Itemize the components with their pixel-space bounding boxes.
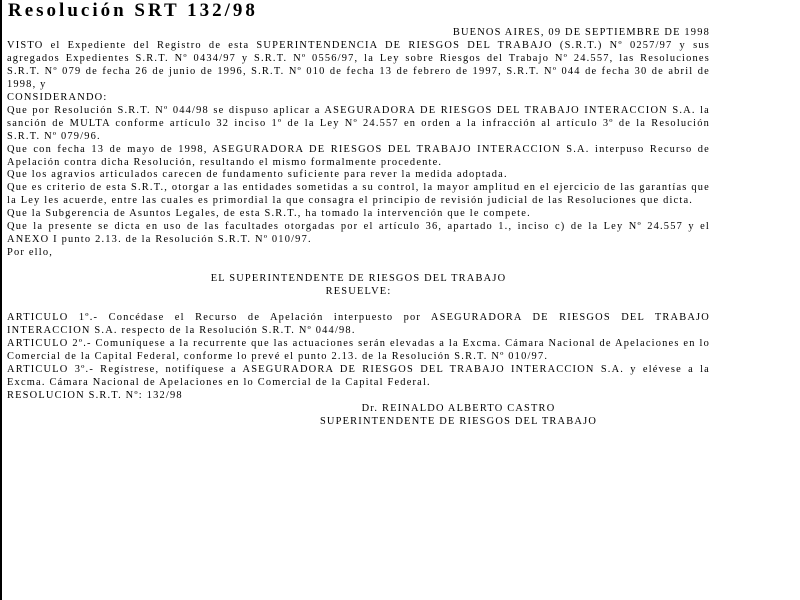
spacer [7,260,710,273]
articulo-paragraph: ARTICULO 1º.- Concédase el Recurso de Apelación interpuesto por ASEGURADORA DE RIESGOS DEL TRABAJO INTERACCION S.A. respecto de la Resolución S.R.T. Nº 044/98. [7,311,710,336]
articulo-paragraph: ARTICULO 3º.- Regístrese, notifíquese a ASEGURADORA DE RIESGOS DEL TRABAJO INTERACCION S.A. y elévese a la Excma. Cámara Nacional de Apelaciones en lo Comercial de la Capital Federal. [7,363,710,388]
visto-paragraph: VISTO el Expediente del Registro de esta SUPERINTENDENCIA DE RIESGOS DEL TRABAJO (S.R.T.) Nº 0257/97 y sus agregados Expedientes S.R.T. Nº 0434/97 y S.R.T. Nº 0556/97, la Ley sobre Riesgos del Trabajo Nº 24.557, las Resoluciones S.R.T. Nº 079 de fecha 26 de junio de 1996, S.R.T. Nº 010 de fecha 13 de febrero de 1997, S.R.T. Nº 044 de fecha 30 de abril de 1998, y [7,39,710,90]
signature-title: SUPERINTENDENTE DE RIESGOS DEL TRABAJO [319,415,598,427]
resolucion-number: RESOLUCION S.R.T. Nº: 132/98 [7,389,183,401]
document-title: Resolución SRT 132/98 [8,0,258,21]
signature-name: Dr. REINALDO ALBERTO CASTRO [361,402,556,414]
articulo-paragraph: ARTICULO 2º.- Comuníquese a la recurrente que las actuaciones serán elevadas a la Excma. Cámara Nacional de Apelaciones en lo Comercial de la Capital Federal, conforme lo prevé el punto 2.13. de la Resolución S.R.T. Nº 010/97. [7,337,710,362]
considerando-paragraph: Que la presente se dicta en uso de las facultades otorgadas por el artículo 36, apartado 1., inciso c) de la Ley Nº 24.557 y el ANEXO I punto 2.13. de la Resolución S.R.T. Nº 010/97. [7,221,710,246]
authority-heading: EL SUPERINTENDENTE DE RIESGOS DEL TRABAJO [210,273,507,285]
considerando-paragraph: Que es criterio de esta S.R.T., otorgar a las entidades sometidas a su control, la mayor amplitud en el ejercicio de las garantías que la Ley les acuerde, entre las cuales es primordial la que consagra el principio de revisión judicial de las Resoluciones que dicta. [7,182,710,207]
document-body [7,27,710,429]
resuelve-heading: RESUELVE: [325,286,392,298]
por-ello-line: Por ello, [7,247,54,259]
considerando-paragraph: Que la Subgerencia de Asuntos Legales, de esta S.R.T., ha tomado la intervención que le compete. [7,208,531,220]
considerando-paragraph: Que por Resolución S.R.T. Nº 044/98 se dispuso aplicar a ASEGURADORA DE RIESGOS DEL TRABAJO INTERACCION S.A. la sanción de MULTA conforme artículo 32 inciso 1º de la Ley Nº 24.557 en orden a la infracción al artículo 3º de la Resolución S.R.T. Nº 079/96. [7,104,710,142]
considerando-paragraph: Que los agravios articulados carecen de fundamento suficiente para rever la medida adoptada. [7,169,508,181]
considerando-paragraph: Que con fecha 13 de mayo de 1998, ASEGURADORA DE RIESGOS DEL TRABAJO INTERACCION S.A. interpuso Recurso de Apelación contra dicha Resolución, resultando el mismo formalmente procedente. [7,143,710,168]
spacer [7,299,710,312]
date-line: BUENOS AIRES, 09 DE SEPTIEMBRE DE 1998 [452,27,710,38]
considerando-heading: CONSIDERANDO: [7,91,108,103]
